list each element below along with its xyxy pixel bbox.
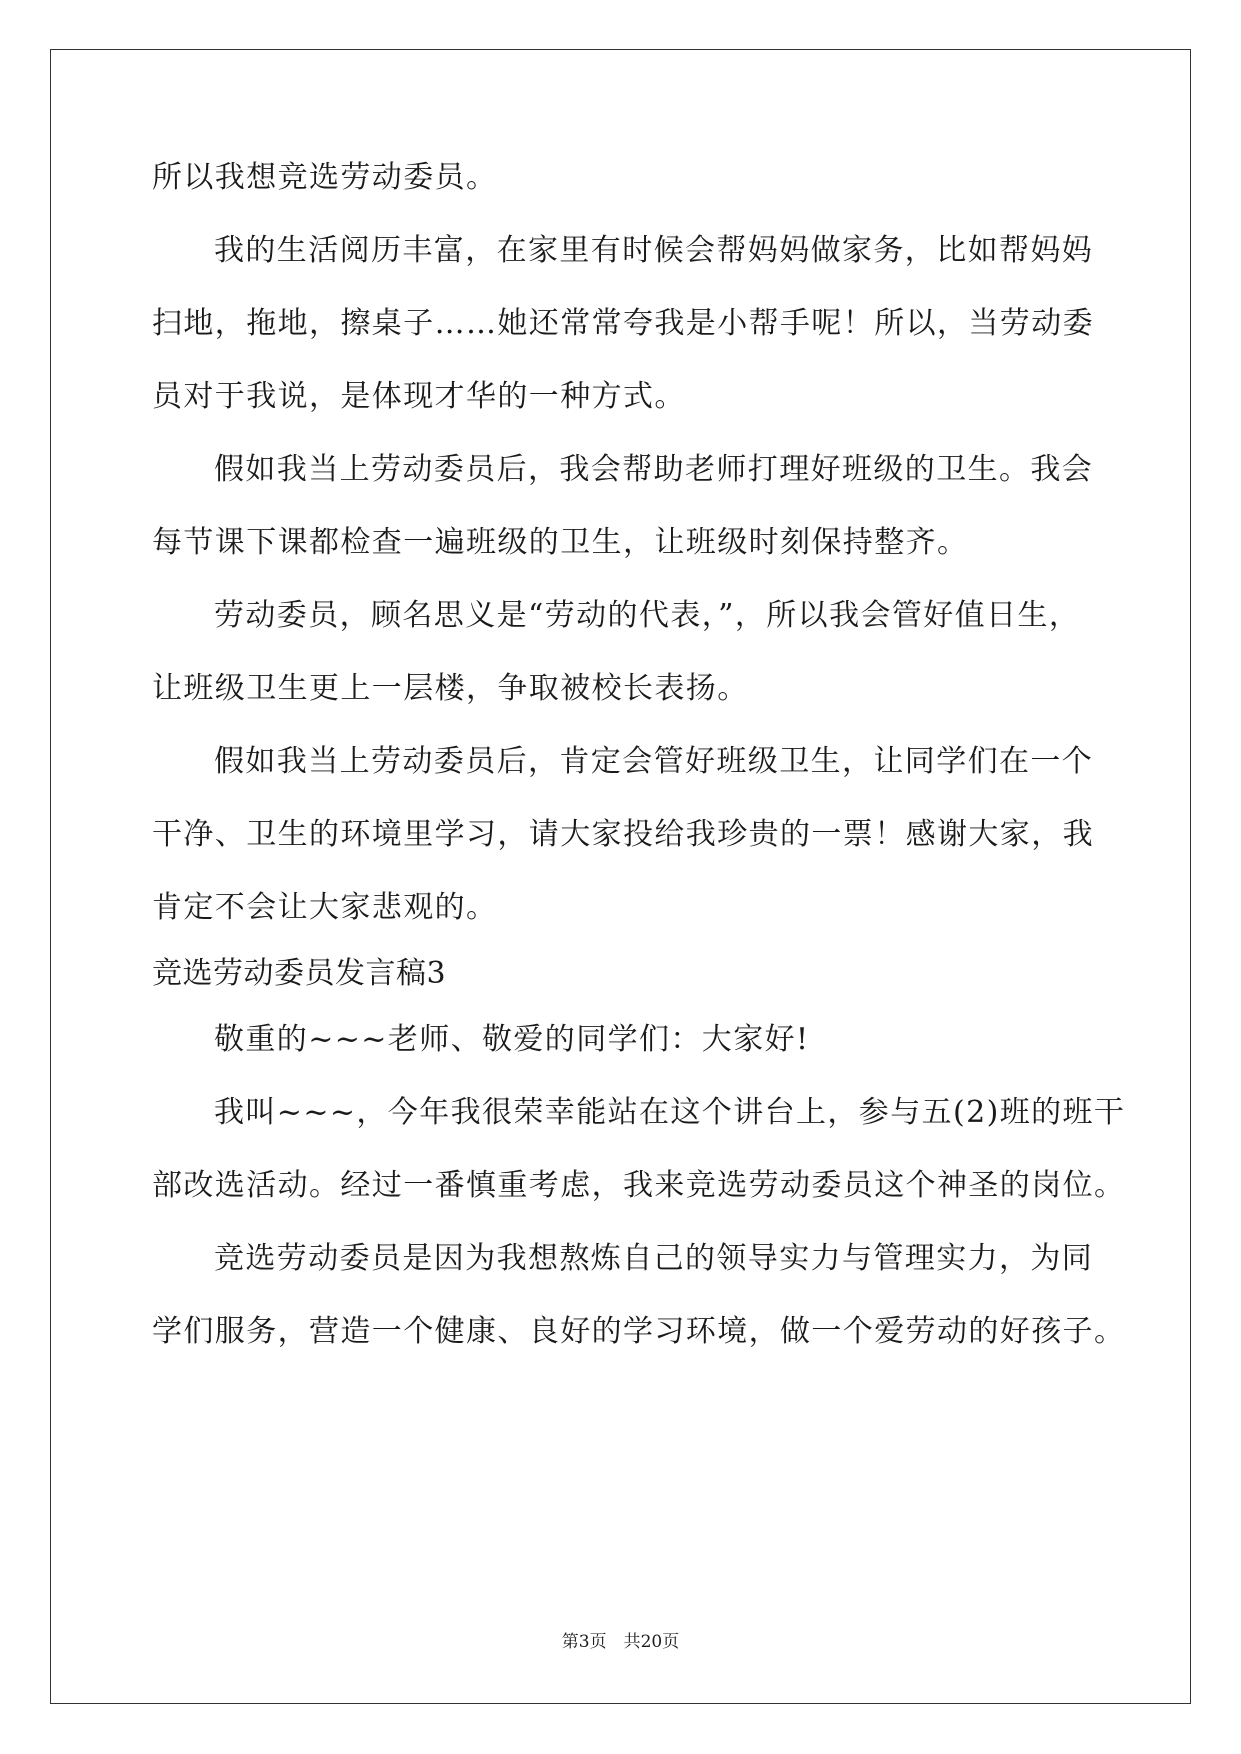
paragraph-line: 部改选活动。经过一番慎重考虑，我来竞选劳动委员这个神圣的岗位。 — [152, 1168, 1126, 1203]
paragraph-line: 我叫~~~，今年我很荣幸能站在这个讲台上，参与五(2)班的班干 — [214, 1095, 1126, 1130]
paragraph-line: 劳动委员，顾名思义是“劳动的代表，”，所以我会管好值日生， — [214, 598, 1081, 633]
section-heading: 竞选劳动委员发言稿3 — [152, 956, 447, 991]
paragraph-line: 学们服务，营造一个健康、良好的学习环境，做一个爱劳动的好孩子。 — [152, 1314, 1126, 1349]
paragraph-line: 竞选劳动委员是因为我想熬炼自己的领导实力与管理实力，为同 — [214, 1241, 1094, 1276]
page-border — [50, 49, 1191, 1704]
page-number: 第3页 共20页 — [561, 1632, 680, 1652]
paragraph-line: 员对于我说，是体现才华的一种方式。 — [152, 379, 686, 414]
paragraph-line: 让班级卫生更上一层楼，争取被校长表扬。 — [152, 671, 749, 706]
paragraph-line: 我的生活阅历丰富，在家里有时候会帮妈妈做家务，比如帮妈妈 — [214, 233, 1094, 268]
paragraph-line: 假如我当上劳动委员后，我会帮助老师打理好班级的卫生。我会 — [214, 452, 1094, 487]
paragraph-line: 扫地，拖地，擦桌子……她还常常夸我是小帮手呢！所以，当劳动委 — [152, 306, 1094, 341]
paragraph-line: 敬重的~~~老师、敬爱的同学们：大家好! — [214, 1022, 810, 1057]
paragraph-line: 假如我当上劳动委员后，肯定会管好班级卫生，让同学们在一个 — [214, 744, 1094, 779]
paragraph-line: 所以我想竞选劳动委员。 — [152, 160, 498, 195]
paragraph-line: 肯定不会让大家悲观的。 — [152, 890, 498, 925]
paragraph-line: 干净、卫生的环境里学习，请大家投给我珍贵的一票！感谢大家，我 — [152, 817, 1094, 852]
paragraph-line: 每节课下课都检查一遍班级的卫生，让班级时刻保持整齐。 — [152, 525, 969, 560]
